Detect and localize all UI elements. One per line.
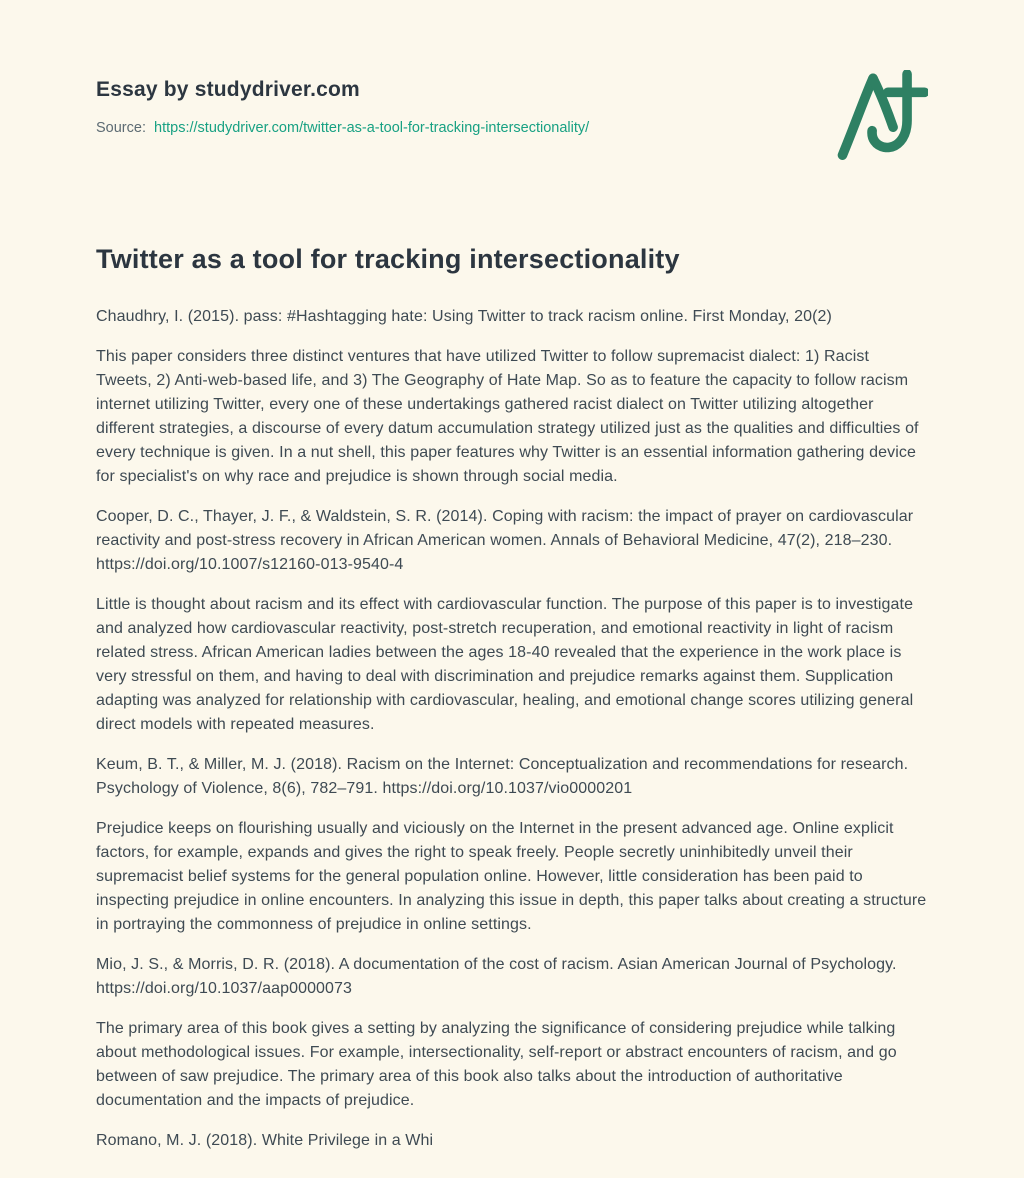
source-url-link[interactable]: https://studydriver.com/twitter-as-a-tool-for-tracking-intersectionality/: [154, 120, 590, 136]
essay-paragraph: Mio, J. S., & Morris, D. R. (2018). A documentation of the cost of racism. Asian American Journal of Psychology. https://doi.org/10.1037/aap0000073: [96, 956, 897, 997]
studydriver-logo: [832, 70, 928, 160]
essay-paragraph: Keum, B. T., & Miller, M. J. (2018). Racism on the Internet: Conceptualization and recommendations for research. Psychology of Violence, 8(6), 782–791. https://doi.org/10.1037/vio0000201: [96, 756, 909, 797]
site-title: Essay by studydriver.com: [96, 78, 360, 101]
source-label: Source:: [96, 120, 146, 136]
essay-paragraph: Chaudhry, I. (2015). pass: #Hashtagging hate: Using Twitter to track racism online. First Monday, 20(2): [96, 308, 832, 325]
source-line: [96, 120, 928, 136]
essay-paragraph: Prejudice keeps on flourishing usually and viciously on the Internet in the present advanced age. Online explicit factors, for example, expands and gives the right to speak freely. People secretly uninhibitedly unveil their supremacist belief systems for the general population online. However, little consideration has been paid to inspecting prejudice in online encounters. In analyzing this issue in depth, this paper talks about creating a structure in portraying the commonness of prejudice in online settings.: [96, 820, 927, 933]
essay-paragraph: Little is thought about racism and its effect with cardiovascular function. The purpose of this paper is to investigate and analyzed how cardiovascular reactivity, post-stretch recuperation, and emotional reactivity in light of racism related stress. African American ladies between the ages 18-40 revealed that the experience in the work place is very stressful on them, and having to deal with discrimination and prejudice remarks against them. Supplication adapting was analyzed for relationship with cardiovascular, healing, and emotional change scores utilizing general direct models with repeated measures.: [96, 596, 914, 733]
essay-title: Twitter as a tool for tracking intersectionality: [96, 244, 680, 274]
essay-paragraphs: [96, 305, 928, 1153]
header-text: [96, 78, 928, 136]
essay-paragraph: The primary area of this book gives a setting by analyzing the significance of considering prejudice while talking about methodological issues. For example, intersectionality, self-report or abstract encounters of racism, and go between of saw prejudice. The primary area of this book also talks about the introduction of authoritative documentation and the impacts of prejudice.: [96, 1020, 897, 1109]
essay-paragraph: Cooper, D. C., Thayer, J. F., & Waldstein, S. R. (2014). Coping with racism: the impact of prayer on cardiovascular reactivity and post-stress recovery in African American women. Annals of Behavioral Medicine, 47(2), 218–230. https://doi.org/10.1007/s12160-013-9540-4: [96, 508, 914, 573]
essay-paragraph: Romano, M. J. (2018). White Privilege in a Whi: [96, 1132, 434, 1149]
essay-content: [96, 244, 928, 1153]
essay-paragraph: This paper considers three distinct ventures that have utilized Twitter to follow supremacist dialect: 1) Racist Tweets, 2) Anti-web-based life, and 3) The Geography of Hate Map. So as to feature the capacity to follow racism internet utilizing Twitter, every one of these undertakings gathered racist dialect on Twitter utilizing altogether different strategies, a discourse of every datum accumulation strategy utilized just as the qualities and difficulties of every technique is given. In a nut shell, this paper features why Twitter is an essential information gathering device for specialist's on why race and prejudice is shown through social media.: [96, 348, 919, 485]
a-plus-logo-icon: [832, 70, 928, 160]
page-header: [96, 78, 928, 136]
